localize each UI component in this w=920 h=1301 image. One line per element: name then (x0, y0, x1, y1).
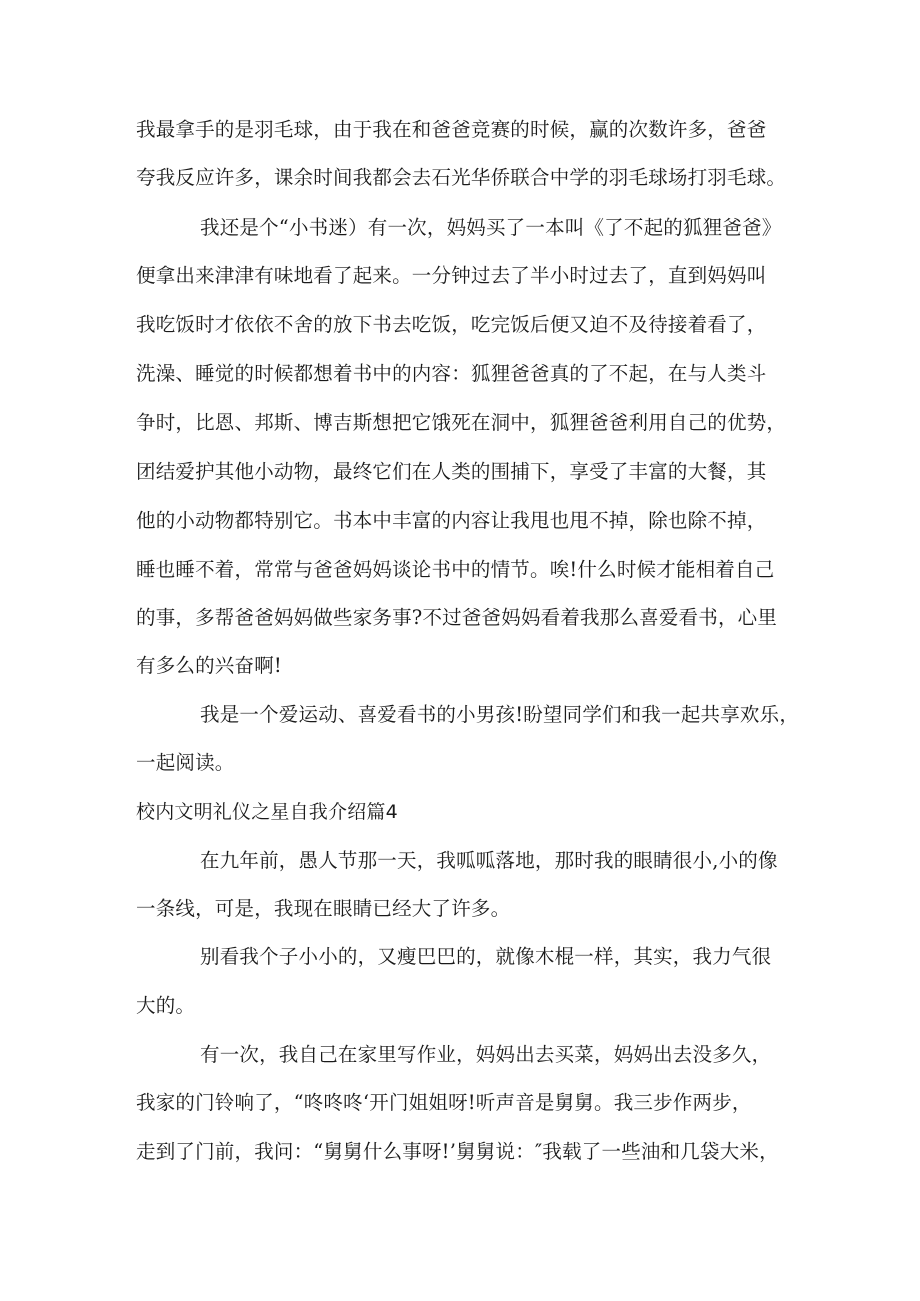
paragraph-line: 他的小动物都特别它。书本中丰富的内容让我甩也甩不掉，除也除不掉， (136, 509, 767, 532)
paragraph-line: 便拿出来津津有味地看了起来。一分钟过去了半小时过去了，直到妈妈叫 (136, 264, 767, 287)
paragraph-line: 夸我反应许多，课余时间我都会去石光华侨联合中学的羽毛球场打羽毛球。 (136, 166, 787, 189)
paragraph-line: 团结爱护其他小动物，最终它们在人类的围捕下，享受了丰富的大餐，其 (136, 460, 767, 483)
paragraph-line: 一条线，可是，我现在眼睛已经大了许多。 (136, 897, 511, 920)
paragraph-line: 洗澡、睡觉的时候都想着书中的内容：狐狸爸爸真的了不起，在与人类斗 (136, 362, 767, 385)
section-heading: 校内文明礼仪之星自我介绍篇4 (136, 801, 398, 823)
paragraph-line: 有一次，我自己在家里写作业，妈妈出去买菜，妈妈出去没多久， (200, 1043, 772, 1066)
paragraph-line: 我还是个“小书迷）有一次，妈妈买了一本叫《了不起的狐狸爸爸》 (200, 216, 782, 239)
paragraph-line: 我吃饭时才依依不舍的放下书去吃饭，吃完饭后便又迫不及待接着看了， (136, 313, 767, 336)
paragraph-line: 睡也睡不着，常常与爸爸妈妈谈论书中的情节。唉!什么时候才能相着自己 (136, 558, 775, 581)
paragraph-line: 我家的门铃响了，“咚咚咚‘开门姐姐呀!听声音是舅舅。我三步作两步， (136, 1091, 752, 1114)
paragraph-line: 大的。 (136, 994, 196, 1017)
paragraph-line: 在九年前，愚人节那一天，我呱呱落地，那时我的眼睛很小,小的像 (200, 849, 778, 872)
paragraph-line: 有多么的兴奋啊! (136, 654, 282, 677)
paragraph-line: 我是一个爱运动、喜爱看书的小男孩!盼望同学们和我一起共享欢乐， (200, 703, 800, 726)
paragraph-line: 走到了门前，我问：“舅舅什么事呀!’舅舅说：″我载了一些油和几袋大米， (136, 1140, 779, 1163)
paragraph-line: 我最拿手的是羽毛球，由于我在和爸爸竞赛的时候，赢的次数许多，爸爸 (136, 118, 767, 141)
paragraph-line: 别看我个子小小的，又瘦巴巴的，就像木棍一样，其实，我力气很 (200, 945, 772, 968)
paragraph-line: 争时，比恩、邦斯、博吉斯想把它饿死在洞中，狐狸爸爸利用自己的优势， (136, 411, 787, 434)
paragraph-line: 的事，多帮爸爸妈妈做些家务事?不过爸爸妈妈看着我那么喜爱看书，心里 (136, 606, 778, 629)
paragraph-line: 一起阅读。 (136, 751, 235, 774)
